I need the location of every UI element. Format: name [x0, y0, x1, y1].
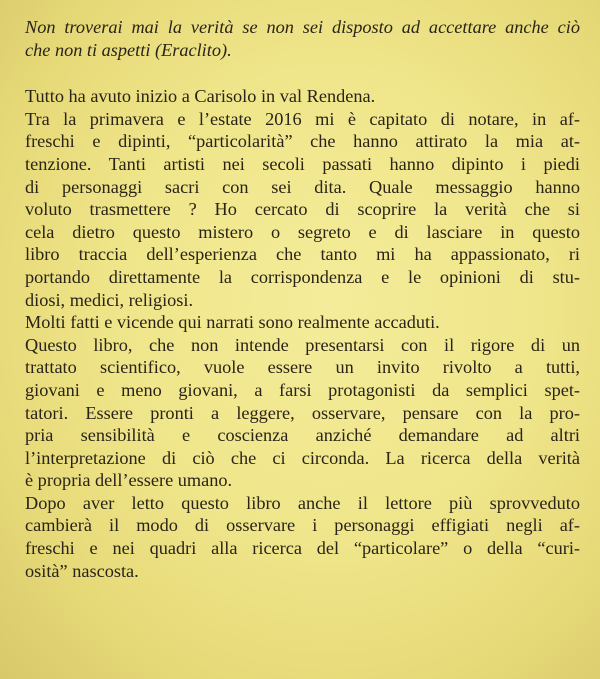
paragraph-invitation	[25, 334, 580, 492]
text-line: cambierà il modo di osservare i personaggi effigiati negli af-	[25, 515, 580, 536]
quote-line: che non ti aspetti (Eraclito).	[25, 39, 232, 60]
text-line: trattato scientifico, vuole essere un invito rivolto a tutti,	[25, 357, 580, 378]
text-line: l’interpretazione di ciò che ci circonda. La ricerca della verità	[25, 447, 580, 468]
text-line: Tutto ha avuto inizio a Carisolo in val Rendena.	[25, 86, 376, 107]
text-line: diosi, medici, religiosi.	[25, 289, 194, 310]
text-line: tatori. Essere pronti a leggere, osservare, pensare con la pro-	[25, 402, 580, 423]
paragraph-intro	[25, 85, 580, 108]
text-line: giovani e meno giovani, a farsi protagonisti da semplici spet-	[25, 379, 580, 400]
paragraph-discovery	[25, 108, 580, 311]
text-line: Molti fatti e vicende qui narrati sono realmente accaduti.	[25, 312, 440, 333]
text-line: portando direttamente la corrispondenza e le opinioni di stu-	[25, 266, 580, 287]
text-line: libro traccia dell’esperienza che tanto mi ha appassionato, ri	[25, 244, 580, 265]
quote-line: Non troverai mai la verità se non sei disposto ad accettare anche ciò	[25, 17, 580, 37]
paragraph-facts	[25, 311, 580, 334]
text-line: Dopo aver letto questo libro anche il lettore più sprovveduto	[25, 492, 580, 513]
text-line: è propria dell’essere umano.	[25, 470, 233, 491]
text-line: osità” nascosta.	[25, 560, 139, 581]
text-line: voluto trasmettere ? Ho cercato di scoprire la verità che si	[25, 199, 580, 220]
epigraph-quote	[25, 16, 580, 61]
text-line: Tra la primavera e l’estate 2016 mi è capitato di notare, in af-	[25, 108, 580, 129]
paragraph-conclusion	[25, 492, 580, 582]
text-line: freschi e dipinti, “particolarità” che hanno attirato la mia at-	[25, 131, 580, 152]
text-line: pria sensibilità e coscienza anziché demandare ad altri	[25, 425, 580, 446]
text-line: Questo libro, che non intende presentarsi con il rigore di un	[25, 334, 580, 355]
text-line: tenzione. Tanti artisti nei secoli passati hanno dipinto i piedi	[25, 153, 580, 174]
text-line: freschi e nei quadri alla ricerca del “particolare” o della “curi-	[25, 538, 580, 559]
text-line: cela dietro questo mistero o segreto e di lasciare in questo	[25, 221, 580, 242]
text-line: di personaggi sacri con sei dita. Quale messaggio hanno	[25, 176, 580, 197]
